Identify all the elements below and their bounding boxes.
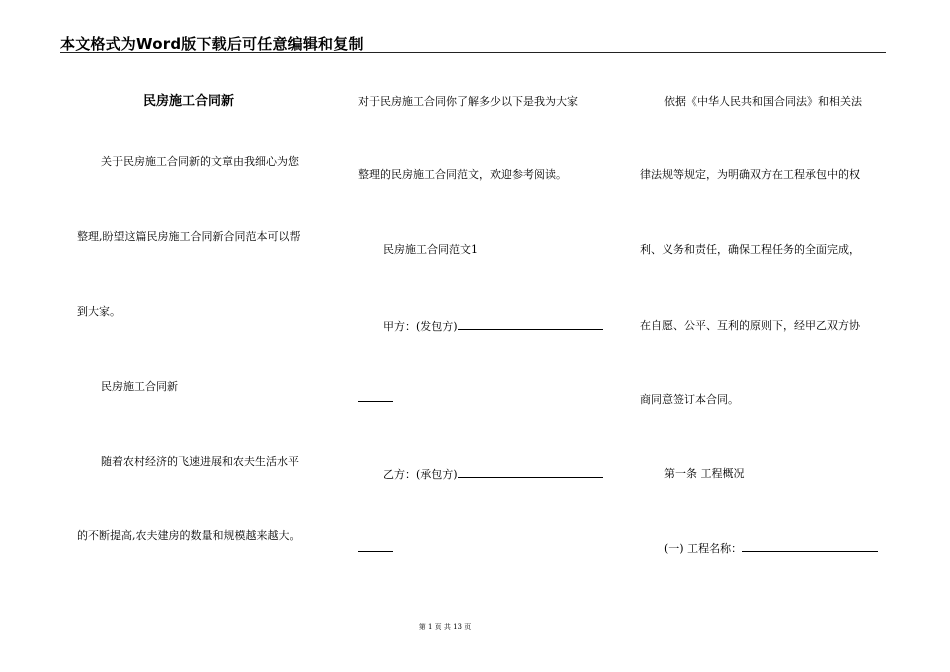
paragraph-line: 关于民房施工合同新的文章由我细心为您 — [101, 155, 299, 168]
paragraph-line: 随着农村经济的飞速进展和农夫生活水平 — [101, 455, 299, 468]
paragraph-line: 整理的民房施工合同范文，欢迎参考阅读。 — [358, 168, 567, 181]
contract-sample-heading: 民房施工合同范文1 — [383, 243, 478, 256]
party-a-line — [383, 319, 603, 334]
section-subtitle: 民房施工合同新 — [101, 380, 178, 393]
party-b-blank-continued — [358, 541, 393, 556]
document-title: 民房施工合同新 — [143, 94, 235, 109]
paragraph-line: 律法规等规定，为明确双方在工程承包中的权 — [640, 168, 860, 181]
underline-blank — [358, 541, 393, 552]
party-b-label: 乙方：(承包方) — [383, 468, 458, 481]
paragraph-line: 在自愿、公平、互利的原则下，经甲乙双方协 — [640, 319, 860, 332]
paragraph-line: 到大家。 — [77, 305, 121, 318]
paragraph-line: 商同意签订本合同。 — [640, 393, 739, 406]
project-name-line — [664, 541, 878, 556]
paragraph-line: 对于民房施工合同你了解多少以下是我为大家 — [358, 95, 578, 108]
party-b-line — [383, 467, 603, 482]
article-heading: 第一条 工程概况 — [664, 467, 745, 480]
document-header-title: 本文格式为Word版下载后可任意编辑和复制 — [60, 35, 364, 53]
party-a-label: 甲方：(发包方) — [383, 320, 458, 333]
project-name-label: (一) 工程名称： — [664, 542, 743, 555]
party-b-blank — [458, 467, 603, 478]
underline-blank — [358, 391, 393, 402]
paragraph-line: 整理,盼望这篇民房施工合同新合同范本可以帮 — [77, 230, 301, 243]
header-divider — [60, 52, 886, 53]
project-name-blank — [742, 541, 878, 552]
paragraph-line: 的不断提高,农夫建房的数量和规模越来越大。 — [77, 529, 301, 542]
paragraph-line: 依据《中华人民共和国合同法》和相关法 — [664, 95, 862, 108]
party-a-blank — [458, 319, 603, 330]
paragraph-line: 利、义务和责任，确保工程任务的全面完成， — [640, 243, 860, 256]
party-a-blank-continued — [358, 391, 393, 406]
page-footer: 第 1 页 共 13 页 — [418, 623, 472, 631]
